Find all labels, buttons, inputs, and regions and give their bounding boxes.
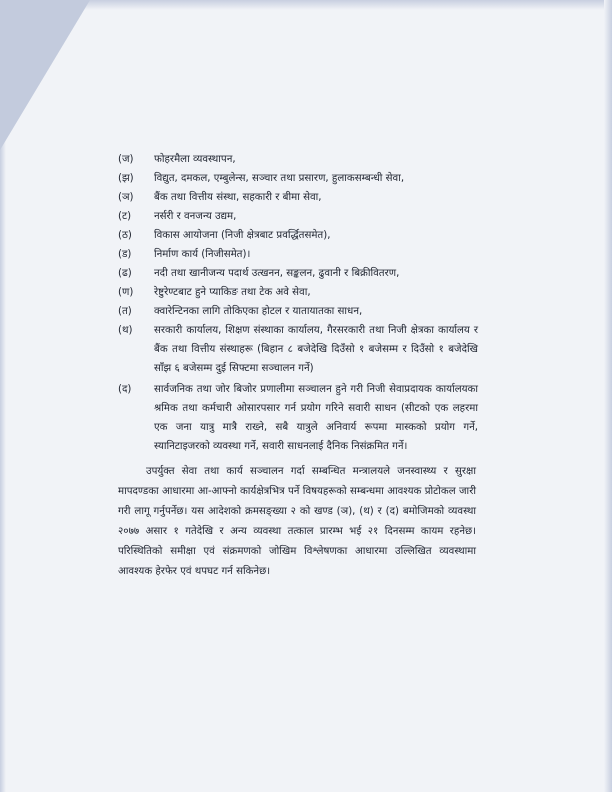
list-text: रेष्टुरेण्टबाट हुने प्याकिङ तथा टेक अवे सेवा, — [154, 287, 311, 298]
list-item — [118, 169, 478, 188]
list-item — [118, 150, 478, 169]
list-text: विकास आयोजना (निजी क्षेत्रबाट प्रवर्द्धितसमेत), — [154, 230, 331, 241]
list-item — [118, 264, 478, 283]
service-list — [118, 150, 478, 456]
list-text: सरकारी कार्यालय, शिक्षण संस्थाका कार्यालय, गैरसरकारी तथा निजी क्षेत्रका कार्यालय र बैंक तथा वित्तीय संस्थाहरू (बिहान ८ बजेदेखि दिउँसो १ बजेसम्म र दिउँसो १ बजेदेखि साँझ ६ बजेसम्म दुई सिफ्टमा सञ्चालन गर्ने) — [154, 325, 478, 374]
list-marker: (झ) — [118, 173, 134, 184]
list-marker: (ज) — [118, 154, 134, 165]
list-text: नदी तथा खानीजन्य पदार्थ उत्खनन, सङ्कलन, ढुवानी र बिक्रीवितरण, — [154, 268, 400, 279]
list-marker: (ड) — [118, 249, 132, 260]
list-marker: (ञ) — [118, 192, 134, 203]
scan-folded-corner — [0, 0, 90, 150]
list-text: क्वारेन्टिनका लागि तोकिएका होटल र यातायातका साधन, — [154, 306, 363, 317]
list-item — [118, 321, 478, 378]
list-item — [118, 245, 478, 264]
list-text: नर्सरी र वनजन्य उद्यम, — [154, 211, 237, 222]
list-marker: (थ) — [118, 325, 133, 336]
list-item — [118, 207, 478, 226]
list-marker: (द) — [118, 384, 132, 395]
scan-shadow-top — [0, 0, 612, 10]
list-marker: (ट) — [118, 211, 132, 222]
scan-shadow-right — [604, 0, 612, 792]
list-marker: (ढ) — [118, 268, 132, 279]
list-text: बैंक तथा वित्तीय संस्था, सहकारी र बीमा सेवा, — [154, 192, 322, 203]
list-item — [118, 226, 478, 245]
list-marker: (ठ) — [118, 230, 132, 241]
list-item — [118, 380, 478, 456]
closing-paragraph: उपर्युक्त सेवा तथा कार्य सञ्चालन गर्दा सम्बन्धित मन्त्रालयले जनस्वास्थ्य र सुरक्षा मापदण्डका आधारमा आ-आफ्नो कार्यक्षेत्रभित्र पर्ने विषयहरूको सम्बन्धमा आवश्यक प्रोटोकल जारी गरी लागू गर्नुपर्नेछ। यस आदेशको क्रमसङ्ख्या २ को खण्ड (ञ), (थ) र (द) बमोजिमको व्यवस्था २०७७ असार १ गतेदेखि र अन्य व्यवस्था तत्काल प्रारम्भ भई २१ दिनसम्म कायम रहनेछ। परिस्थितिको समीक्षा एवं संक्रमणको जोखिम विश्लेषणका आधारमा उल्लिखित व्यवस्थामा आवश्यक हेरफेर एवं थपघट गर्न सकिनेछ। — [118, 466, 476, 577]
list-item — [118, 302, 478, 321]
list-text: फोहरमैला व्यवस्थापन, — [154, 154, 236, 165]
list-marker: (ण) — [118, 287, 134, 298]
list-item — [118, 188, 478, 207]
list-item — [118, 283, 478, 302]
list-text: सार्वजनिक तथा जोर बिजोर प्रणालीमा सञ्चालन हुने गरी निजी सेवाप्रदायक कार्यालयका श्रमिक तथा कर्मचारी ओसारपसार गर्न प्रयोग गरिने सवारी साधन (सीटको एक लहरमा एक जना यात्रु मात्रै राख्ने, सबै यात्रुले अनिवार्य रूपमा मास्कको प्रयोग गर्ने, स्यानिटाइजरको व्यवस्था गर्ने, सवारी साधनलाई दैनिक निसंक्रमित गर्ने। — [154, 384, 478, 452]
list-marker: (त) — [118, 306, 132, 317]
list-text: विद्युत, दमकल, एम्बुलेन्स, सञ्चार तथा प्रसारण, हुलाकसम्बन्धी सेवा, — [154, 173, 405, 184]
list-text: निर्माण कार्य (निजीसमेत)। — [154, 249, 251, 260]
